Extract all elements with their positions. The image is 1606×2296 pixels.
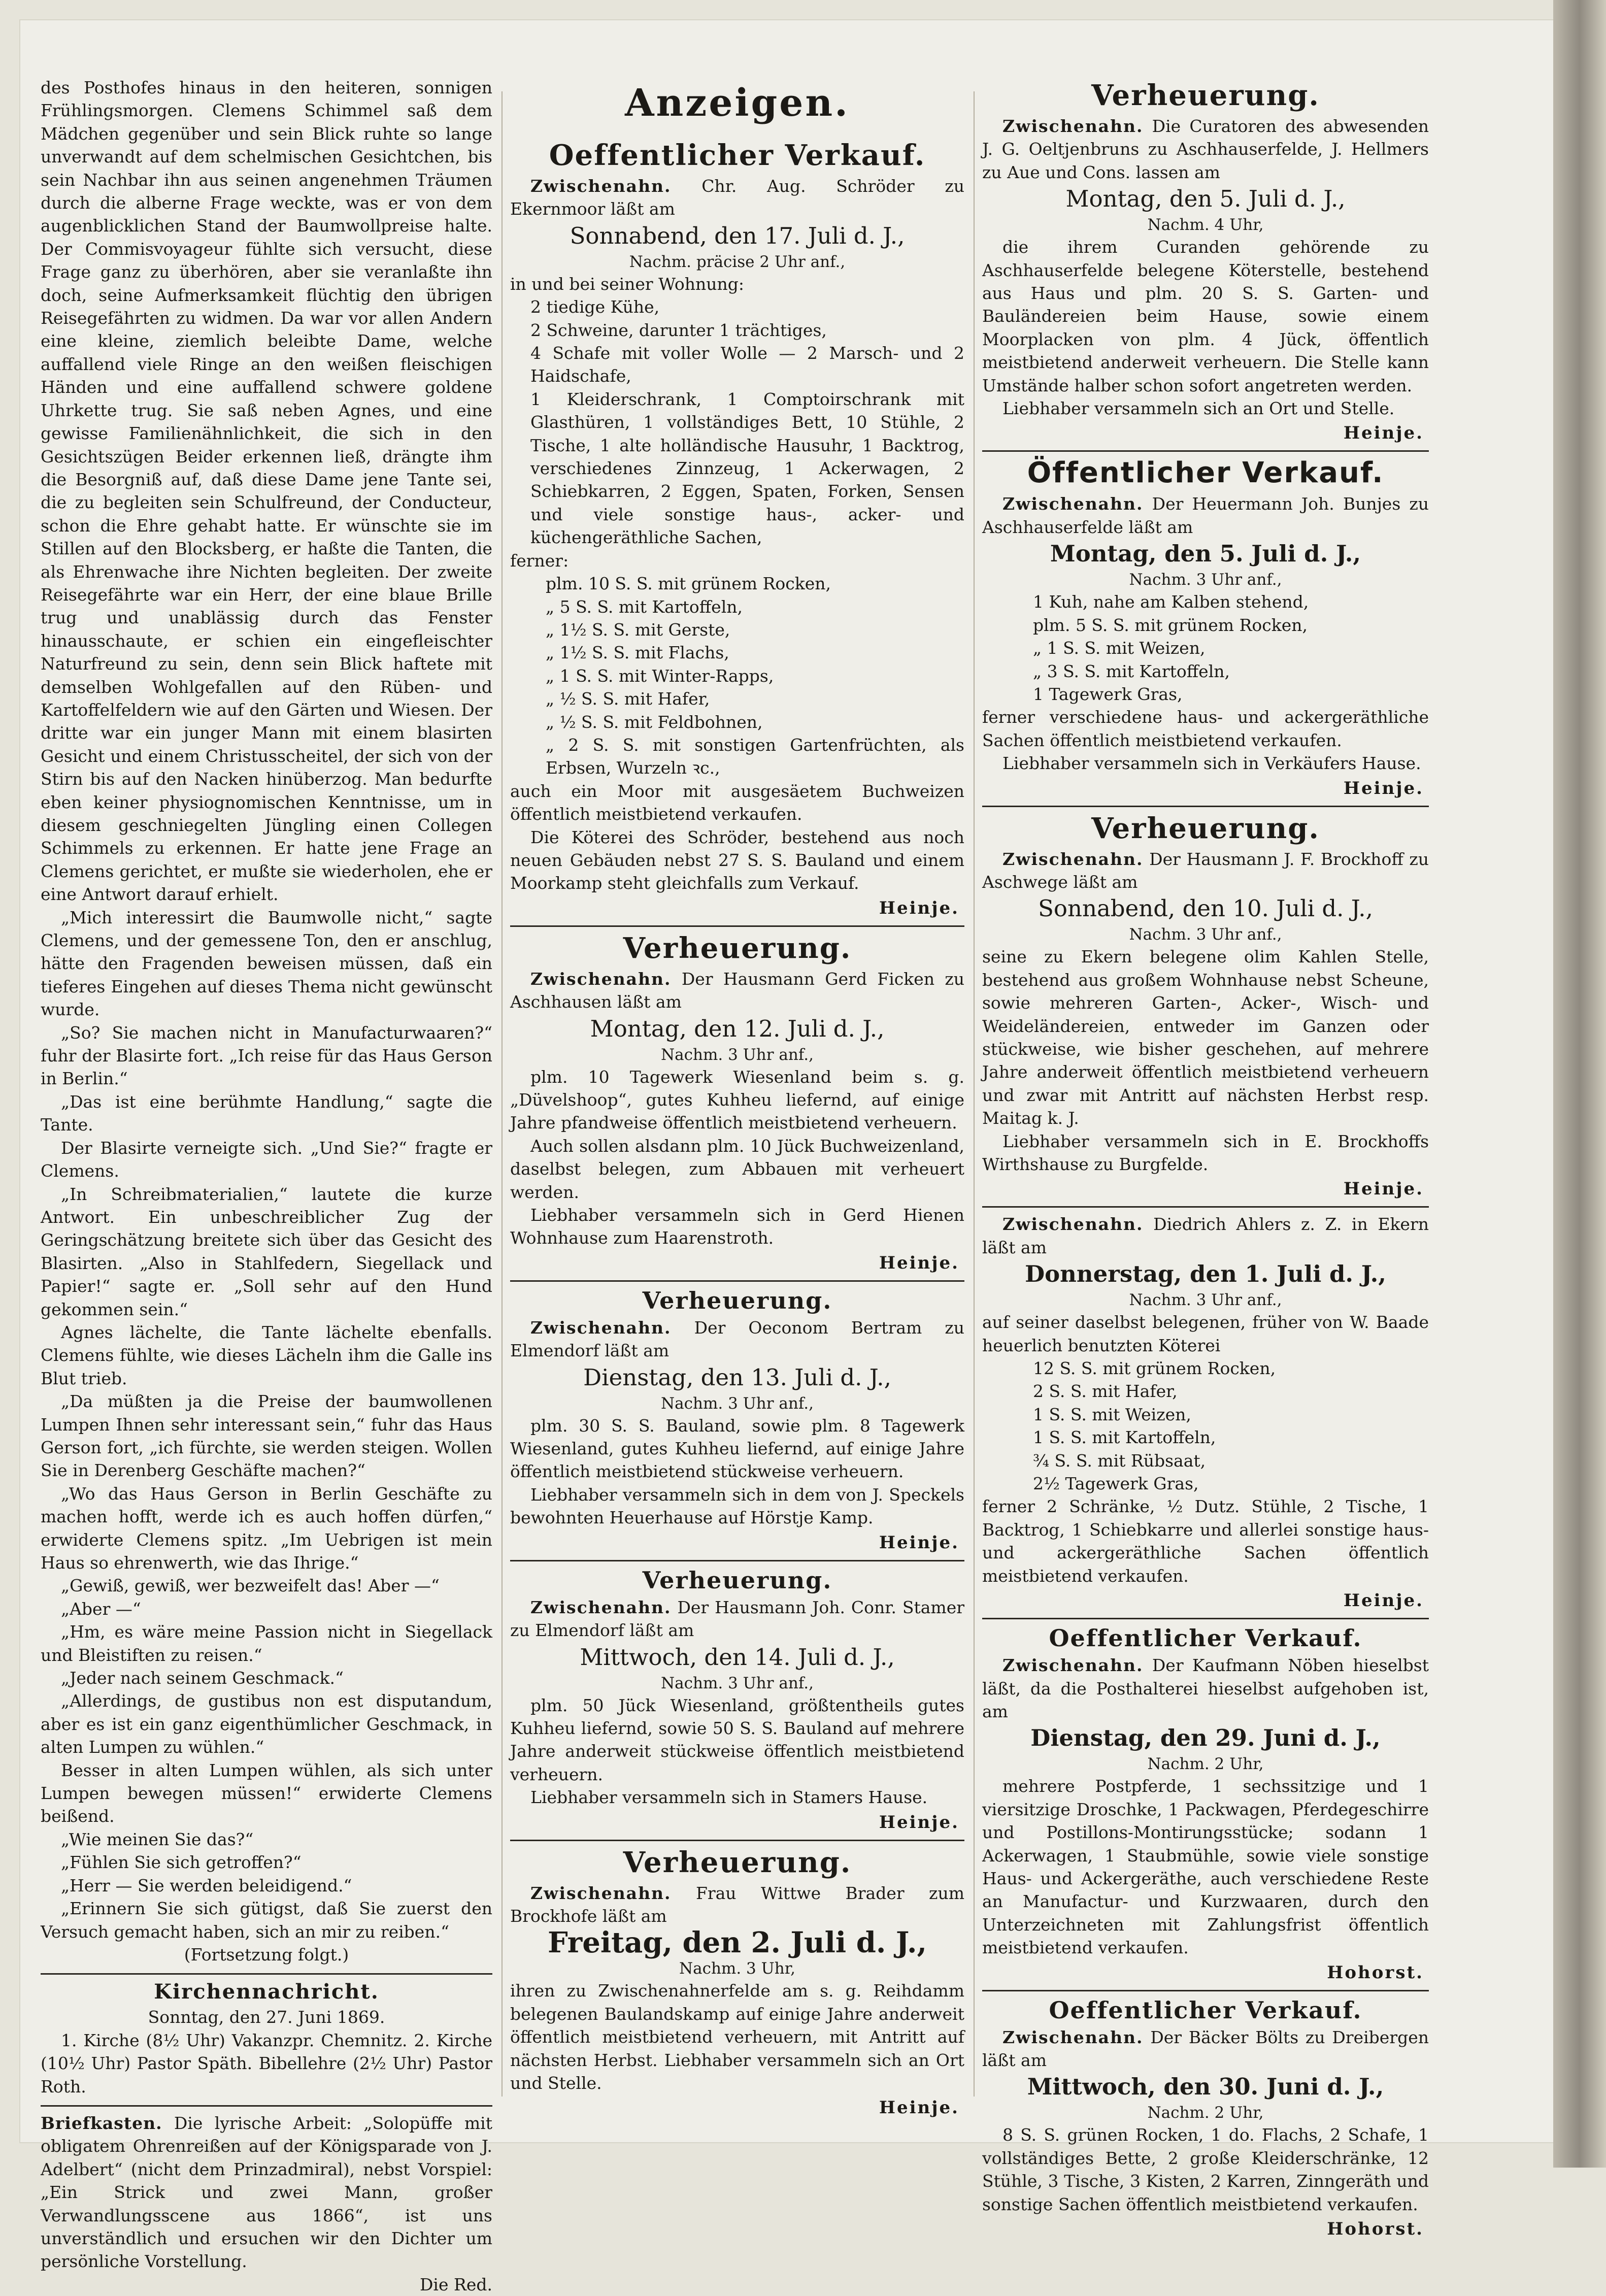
ad-divider [982, 806, 1429, 807]
ad-item: 1 Tagewerk Gras, [1033, 684, 1183, 704]
ad-text: ihren zu Zwischenahnerfelde am s. g. Reihdamm belegenen Baulandskamp auf einige Jahre anderweit öffentlich meistbietend verheuern, mit Antritt auf nächsten Herbst. Liebhaber versammeln sich an Ort und Stelle. [510, 1981, 964, 2093]
ad-item: „ 1½ S. S. mit Gerste, [546, 619, 730, 640]
ad-title: Verheuerung. [623, 931, 852, 965]
ad-item: „ 3 S. S. mit Kartoffeln, [1033, 661, 1230, 681]
ad-date: Montag, den 5. Juli d. J., [1065, 185, 1346, 213]
ad-item: plm. 10 S. S. mit grünem Rocken, [546, 574, 831, 594]
ad-item: „ ½ S. S. mit Hafer, [546, 689, 710, 709]
ad-time: Nachm. 2 Uhr, [1147, 1755, 1264, 1774]
ad-time: Nachm. 2 Uhr, [1147, 2104, 1264, 2122]
story-paragraph: „Erinnern Sie sich gütigst, daß Sie zuerst den Versuch gemacht haben, sich an mir zu reiben.“ [41, 1899, 492, 1942]
ad-bertram [510, 1287, 964, 1553]
ad-item: „ 1 S. S. mit Weizen, [1033, 638, 1206, 658]
ad-item: 2½ Tagewerk Gras, [1033, 1474, 1199, 1494]
ad-signature: Heinje. [879, 897, 959, 918]
ad-ahlers [982, 1213, 1429, 1611]
ad-divider [510, 1280, 964, 1282]
ad-divider [982, 450, 1429, 452]
ad-title: Oeffentlicher Verkauf. [549, 139, 926, 172]
ad-intro: Chr. Aug. Schröder zu Ekernmoor läßt am [510, 176, 964, 219]
ad-brockhoff [982, 812, 1429, 1200]
ad-signature: Heinje. [879, 1252, 959, 1273]
ad-text: plm. 30 S. S. Bauland, sowie plm. 8 Tagewerk Wiesenland, gutes Kuhheu liefernd, auf einige Jahre öffentlich meistbietend stückweise verheuern. [510, 1415, 964, 1482]
ad-divider [510, 1840, 964, 1841]
ad-divider [510, 925, 964, 927]
ad-text: plm. 10 Tagewerk Wiesenland beim s. g. „Düvelshoop“, gutes Kuhheu liefernd, auf einige Jahre pfandweise öffentlich meistbietend verheuern. [510, 1067, 964, 1133]
ad-oeltjenbruns [982, 79, 1429, 443]
story-paragraph: „So? Sie machen nicht in Manufacturwaaren?“ fuhr der Blasirte fort. „Ich reise für das Haus Gerson in Berlin.“ [41, 1022, 492, 1089]
ad-date: Sonnabend, den 10. Juli d. J., [1038, 895, 1373, 922]
ad-item: „ 5 S. S. mit Kartoffeln, [546, 596, 743, 617]
ad-place: Zwischenahn. [1002, 1214, 1144, 1235]
story-paragraph: „Wo das Haus Gerson in Berlin Geschäfte zu machen hofft, werde ich es auch hoffen dürfen,“ erwiderte Clemens spitz. „Im Uebrigen ist mein Haus so ehrenwerth, wie das Ihrige.“ [41, 1483, 492, 1573]
ad-date: Mittwoch, den 14. Juli d. J., [580, 1643, 895, 1671]
ad-signature: Heinje. [879, 1532, 959, 1553]
story-paragraph: „Wie meinen Sie das?“ [61, 1829, 254, 1849]
ad-text: Auch sollen alsdann plm. 10 Jück Buchweizenland, daselbst belegen, zum Abbauen mit verheuert werden. [510, 1136, 964, 1202]
ad-title: Verheuerung. [1091, 79, 1320, 112]
page-edge [1553, 0, 1606, 2168]
ad-title: Verheuerung. [1091, 811, 1320, 845]
ad-signature: Heinje. [1343, 778, 1424, 798]
ad-place: Zwischenahn. [1002, 116, 1144, 136]
ad-text: in und bei seiner Wohnung: [510, 274, 744, 294]
ad-intro: Der Bäcker Bölts zu Dreibergen läßt am [982, 2027, 1429, 2070]
ad-item: „ 1 S. S. mit Winter-Rapps, [546, 665, 774, 686]
column-ads-middle [510, 76, 964, 2118]
story-paragraph: „Allerdings, de gustibus non est disputandum, aber es ist ein ganz eigenthümlicher Geschmack, in alten Lumpen zu wühlen.“ [41, 1691, 492, 1757]
ad-text: auch ein Moor mit ausgesäetem Buchweizen öffentlich meistbietend verkaufen. [510, 781, 964, 824]
ad-title: Verheuerung. [623, 1845, 852, 1879]
ad-place: Zwischenahn. [530, 1597, 672, 1617]
ad-item: ¾ S. S. mit Rübsaat, [1033, 1450, 1206, 1471]
ad-item: 12 S. S. mit grünem Rocken, [1033, 1358, 1276, 1379]
ad-date: Freitag, den 2. Juli d. J., [548, 1926, 927, 1960]
ad-intro: Der Hausmann Gerd Ficken zu Aschhausen läßt am [510, 969, 964, 1012]
ad-intro: Der Kaufmann Nöben hieselbst läßt, da die Posthalterei hieselbst aufgehoben ist, am [982, 1655, 1429, 1721]
ad-text: Liebhaber versammeln sich in Stamers Hause. [530, 1787, 928, 1808]
ad-item: „ 2 S. S. mit sonstigen Gartenfrüchten, als Erbsen, Wurzeln ꝛc., [546, 735, 964, 778]
ad-signature: Heinje. [1343, 1590, 1424, 1611]
ad-title: Verheuerung. [642, 1566, 832, 1594]
story-paragraph: „Da müßten ja die Preise der baumwollenen Lumpen Ihnen sehr interessant sein,“ fuhr das Haus Gerson fort, „ich fürchte, sie werden steigen. Wollen Sie in Derenberg Geschäfte machen?“ [41, 1391, 492, 1481]
column-story [41, 76, 492, 2294]
church-notice-title: Kirchennachricht. [154, 1980, 379, 2004]
story-paragraph: „Gewiß, gewiß, wer bezweifelt das! Aber —“ [61, 1576, 440, 1596]
ad-text: plm. 50 Jück Wiesenland, größtentheils gutes Kuhheu liefernd, sowie 50 S. S. Bauland auf mehrere Jahre anderweit stückweise öffentlich meistbietend verheuern. [510, 1695, 964, 1784]
ad-text: auf seiner daselbst belegenen, früher von W. Baade heuerlich benutzten Köterei [982, 1312, 1429, 1355]
ad-intro: Der Hausmann Joh. Conr. Stamer zu Elmendorf läßt am [510, 1597, 964, 1641]
ad-schroeder [510, 139, 964, 918]
ad-text: Liebhaber versammeln sich in Verkäufers Hause. [1002, 753, 1421, 774]
ad-text: seine zu Ekern belegene olim Kahlen Stelle, bestehend aus großem Wohnhause nebst Scheune, sowie mehreren Garten-, Acker-, Wisch- und Weideländereien, entweder im Ganzen oder stückweise, wie bisher geschehen, auf mehrere Jahre anderweit öffentlich meistbietend verheuern und zwar mit Antritt auf nächsten Herbst resp. Maitag k. J. [982, 947, 1429, 1128]
ad-place: Zwischenahn. [530, 1317, 672, 1338]
ad-bunjes [982, 457, 1429, 798]
ad-brader [510, 1846, 964, 2118]
column-rule [501, 91, 503, 2097]
ad-item: 2 Schweine, darunter 1 trächtiges, [530, 320, 827, 340]
ad-time: Nachm. 4 Uhr, [1147, 216, 1264, 235]
ad-item: 1 Kleiderschrank, 1 Comptoirschrank mit Glasthüren, 1 vollständiges Bett, 10 Stühle, 2 Tische, 1 alte holländische Hausuhr, 1 Backtrog, verschiedenes Zinnzeug, 1 Ackerwagen, 2 Schiebkarren, 2 Eggen, Spaten, Forken, Sensen und viele sonstige haus-, acker- und küchengeräthliche Sachen, [530, 389, 964, 548]
story-paragraph: „Hm, es wäre meine Passion nicht in Siegellack und Bleistiften zu reisen.“ [41, 1622, 492, 1665]
ad-divider [510, 1560, 964, 1561]
ad-intro: Der Heuermann Joh. Bunjes zu Aschhauserfelde läßt am [982, 494, 1429, 537]
ad-time: Nachm. 3 Uhr anf., [1129, 1291, 1282, 1310]
ad-signature: Hohorst. [1327, 1962, 1424, 1983]
ad-item: 2 S. S. mit Hafer, [1033, 1381, 1178, 1402]
ad-item: plm. 5 S. S. mit grünem Rocken, [1033, 615, 1308, 635]
ad-intro: Die Curatoren des abwesenden J. G. Oeltjenbruns zu Aschhauserfelde, J. Hellmers zu Aue und Cons. lassen am [982, 116, 1429, 182]
ad-item: 1 S. S. mit Kartoffeln, [1033, 1427, 1216, 1448]
story-paragraph: „Mich interessirt die Baumwolle nicht,“ sagte Clemens, und der gemessene Ton, den er anschlug, hätte den Fragenden beweisen müssen, daß ein tieferes Eingehen auf dieses Thema nicht gewünscht wurde. [41, 907, 492, 1020]
ad-text: ferner verschiedene haus- und ackergeräthliche Sachen öffentlich meistbietend verkaufen. [982, 707, 1429, 750]
ad-text: Liebhaber versammeln sich in Gerd Hienen Wohnhause zum Haarenstroth. [510, 1205, 964, 1248]
ad-time: Nachm. präcise 2 Uhr anf., [629, 252, 846, 271]
ad-place: Zwischenahn. [1002, 2027, 1144, 2047]
ad-text: Liebhaber versammeln sich an Ort und Stelle. [1002, 398, 1395, 419]
ad-item: 2 tiedige Kühe, [530, 297, 660, 317]
story-paragraph: „Herr — Sie werden beleidigend.“ [61, 1875, 352, 1895]
ad-item: 1 Kuh, nahe am Kalben stehend, [1033, 592, 1309, 612]
ad-intro: Frau Wittwe Brader zum Brockhofe läßt am [510, 1883, 964, 1926]
ad-signature: Hohorst. [1327, 2219, 1424, 2239]
ad-title: Oeffentlicher Verkauf. [1049, 1996, 1362, 2024]
ad-divider [982, 1618, 1429, 1619]
ad-date: Sonnabend, den 17. Juli d. J., [570, 222, 905, 249]
ad-text: 8 S. S. grünen Rocken, 1 do. Flachs, 2 Schafe, 1 vollständiges Bette, 2 große Kleiderschränke, 12 Stühle, 3 Tische, 3 Kisten, 2 Karren, Zinngeräth und sonstige Sachen öffentlich meistbietend verkaufen. [982, 2125, 1429, 2214]
continuation-note: (Fortsetzung folgt.) [184, 1944, 349, 1965]
ad-title: Oeffentlicher Verkauf. [1049, 1624, 1362, 1652]
ad-time: Nachm. 3 Uhr, [679, 1959, 795, 1978]
ad-divider [982, 1990, 1429, 1991]
church-notice-text: 1. Kirche (8½ Uhr) Vakanzpr. Chemnitz. 2. Kirche (10½ Uhr) Pastor Späth. Bibellehre (2½ Uhr) Pastor Roth. [41, 2030, 492, 2097]
ad-intro: Der Hausmann J. F. Brockhoff zu Aschwege läßt am [982, 849, 1429, 892]
ad-date: Montag, den 5. Juli d. J., [1050, 540, 1361, 568]
ad-place: Zwischenahn. [1002, 1655, 1144, 1676]
ad-signature: Heinje. [1343, 423, 1424, 444]
ad-place: Zwischenahn. [530, 1883, 672, 1903]
ad-text: ferner 2 Schränke, ½ Dutz. Stühle, 2 Tische, 1 Backtrog, 1 Schiebkarre und allerlei sonstige haus- und ackergeräthliche Sachen öffentlich meistbietend verkaufen. [982, 1496, 1429, 1586]
ad-text: Liebhaber versammeln sich in dem von J. Speckels bewohnten Heuerhause auf Hörstje Kamp. [510, 1484, 964, 1528]
ad-item: 4 Schafe mit voller Wolle — 2 Marsch- und 2 Haidschafe, [530, 343, 964, 386]
story-paragraph: „In Schreibmaterialien,“ lautete die kurze Antwort. Ein unbeschreiblicher Zug der Geringschätzung breitete sich über das Gesicht des Blasirten. „Also in Stahlfedern, Siegellack und Papier!“ sagte er. „Soll sehr auf den Hund gekommen sein.“ [41, 1184, 492, 1319]
ad-item: 1 S. S. mit Weizen, [1033, 1404, 1191, 1424]
ad-time: Nachm. 3 Uhr anf., [661, 1045, 814, 1064]
ad-text: ferner: [510, 550, 569, 571]
ad-text: die ihrem Curanden gehörende zu Aschhauserfelde belegene Köterstelle, bestehend aus Haus und plm. 20 S. S. Garten- und Bauländereien beim Hause, sowie einem Moorplacken von plm. 4 Jück, öffentlich meistbietend anderweit verheuern. Die Stelle kann Umstände halber schon sofort angetreten werden. [982, 237, 1429, 395]
ad-date: Mittwoch, den 30. Juni d. J., [1027, 2073, 1384, 2101]
ad-ficken [510, 932, 964, 1273]
section-divider [41, 2105, 492, 2107]
ad-boelts [982, 1996, 1429, 2239]
ad-date: Dienstag, den 29. Juni d. J., [1030, 1724, 1381, 1752]
ad-text: Liebhaber versammeln sich in E. Brockhoffs Wirthshause zu Burgfelde. [982, 1131, 1429, 1174]
ad-date: Dienstag, den 13. Juli d. J., [583, 1363, 891, 1391]
ad-noeben [982, 1624, 1429, 1982]
story-paragraph: des Posthofes hinaus in den heiteren, sonnigen Frühlingsmorgen. Clemens Schimmel saß dem Mädchen gegenüber und sein Blick ruhte so lange unverwandt auf dem schelmischen Gesichtchen, bis sein Nachbar ihn aus seinen angenehmen Träumen durch die alberne Frage weckte, was er von dem augenblicklichen Stand der Baumwollpreise halte. Der Commisvoyageur fühlte sich versucht, diese Frage ganz zu überhören, aber sie veranlaßte ihn doch, seine Aufmerksamkeit flüchtig den übrigen Reisegefährten zu widmen. Da war vor allen Andern eine kleine, ziemlich beleibte Dame, welche auffallend viele Ringe an den weißen fleischigen Händen und eine auffallend schwere goldene Uhrkette trug. Sie saß neben Agnes, und eine gewisse Familienähnlichkeit, die sich in den Gesichtszügen Beider erkennen ließ, drängte ihm die Besorgniß auf, daß diese Dame jene Tante sei, die zu begleiten sein Schulfreund, der Conducteur, schon die Ehre gehabt hatte. Er wünschte sie im Stillen auf den Blocksberg, er haßte die Tanten, die als Ehrenwache ihre Nichten begleiten. Der zweite Reisegefährte war ein Herr, der eine blaue Brille trug und unablässig durch das Fenster hinausschaute, er schien ein eingefleischter Naturfreund zu sein, denn sein Blick haftete mit demselben Wohlgefallen auf den Rüben- und Kartoffelfeldern wie auf den Gärten und Wiesen. Der dritte war ein junger Mann mit einem blasirten Gesicht und einem Christusscheitel, der sich von der Stirn bis auf den Nacken hinüberzog. Man bedurfte eben keiner physiognomischen Kenntnisse, um in diesem geschniegelten Jüngling einen Collegen Schimmels zu erkennen. Er hatte jene Frage an Clemens gerichtet, er mußte sie wiederholen, ehe er eine Antwort darauf erhielt. [41, 78, 492, 905]
section-divider [41, 1973, 492, 1975]
ad-intro: Der Oeconom Bertram zu Elmendorf läßt am [510, 1317, 964, 1361]
ad-signature: Heinje. [879, 1812, 959, 1833]
ads-header: Anzeigen. [625, 81, 850, 125]
letterbox-text: Die lyrische Arbeit: „Solopüffe mit obligatem Ohrenreißen auf der Königsparade von J. Adelbert“ (nicht dem Prinzadmiral), nebst Vorspiel: „Ein Strick und zwei Mann, großer Verwandlungsscene aus 1866“, ist uns unverständlich und ersuchen wir den Dichter um persönliche Vorstellung. [41, 2113, 492, 2272]
story-paragraph: Der Blasirte verneigte sich. „Und Sie?“ fragte er Clemens. [41, 1138, 492, 1181]
ad-title: Verheuerung. [642, 1286, 832, 1314]
story-paragraph: „Fühlen Sie sich getroffen?“ [61, 1852, 302, 1873]
ad-place: Zwischenahn. [1002, 494, 1144, 514]
ad-date: Donnerstag, den 1. Juli d. J., [1025, 1260, 1386, 1288]
story-paragraph: „Aber —“ [61, 1599, 141, 1619]
ad-signature: Heinje. [1343, 1179, 1424, 1200]
ad-item: „ ½ S. S. mit Feldbohnen, [546, 712, 763, 732]
ad-place: Zwischenahn. [530, 969, 672, 989]
ad-time: Nachm. 3 Uhr anf., [1129, 571, 1282, 589]
ad-stamer [510, 1567, 964, 1833]
story-paragraph: „Das ist eine berühmte Handlung,“ sagte die Tante. [41, 1091, 492, 1135]
story-paragraph: Agnes lächelte, die Tante lächelte ebenfalls. Clemens fühlte, wie dieses Lächeln ihm die Galle ins Blut trieb. [41, 1322, 492, 1388]
church-notice-date: Sonntag, den 27. Juni 1869. [148, 2007, 385, 2027]
column-rule [974, 91, 975, 2097]
ad-item: „ 1½ S. S. mit Flachs, [546, 643, 729, 663]
story-paragraph: Besser in alten Lumpen wühlen, als sich unter Lumpen bewegen müssen!“ erwiderte Clemens beißend. [41, 1760, 492, 1826]
ad-time: Nachm. 3 Uhr anf., [1129, 925, 1282, 944]
ad-text: mehrere Postpferde, 1 sechssitzige und 1 viersitzige Droschke, 1 Packwagen, Pferdegeschirre und Postillons-Montirungsstücke; sodann 1 Ackerwagen, 1 Staubmühle, sowie viele sonstige Haus- und Ackergeräthe, auch verschiedene Reste an Manufactur- und Kurzwaaren, durch den Unterzeichneten mit Zahlungsfrist öffentlich meistbietend verkaufen. [982, 1776, 1429, 1958]
column-ads-right [982, 76, 1429, 2239]
ad-time: Nachm. 3 Uhr anf., [661, 1674, 814, 1692]
ad-time: Nachm. 3 Uhr anf., [661, 1394, 814, 1413]
ad-date: Montag, den 12. Juli d. J., [590, 1015, 885, 1042]
ad-place: Zwischenahn. [1002, 849, 1144, 869]
letterbox-signature: Die Red. [419, 2274, 492, 2294]
ad-divider [982, 1206, 1429, 1208]
ad-signature: Heinje. [879, 2098, 959, 2118]
letterbox-title: Briefkasten. [41, 2113, 162, 2133]
ad-place: Zwischenahn. [530, 176, 672, 196]
story-paragraph: „Jeder nach seinem Geschmack.“ [61, 1668, 344, 1688]
ad-title: Öffentlicher Verkauf. [1027, 456, 1384, 490]
ad-intro: Diedrich Ahlers z. Z. in Ekern läßt am [982, 1214, 1429, 1257]
ad-text: Die Köterei des Schröder, bestehend aus noch neuen Gebäuden nebst 27 S. S. Bauland und einem Moorkamp steht gleichfalls zum Verkauf. [510, 827, 964, 893]
